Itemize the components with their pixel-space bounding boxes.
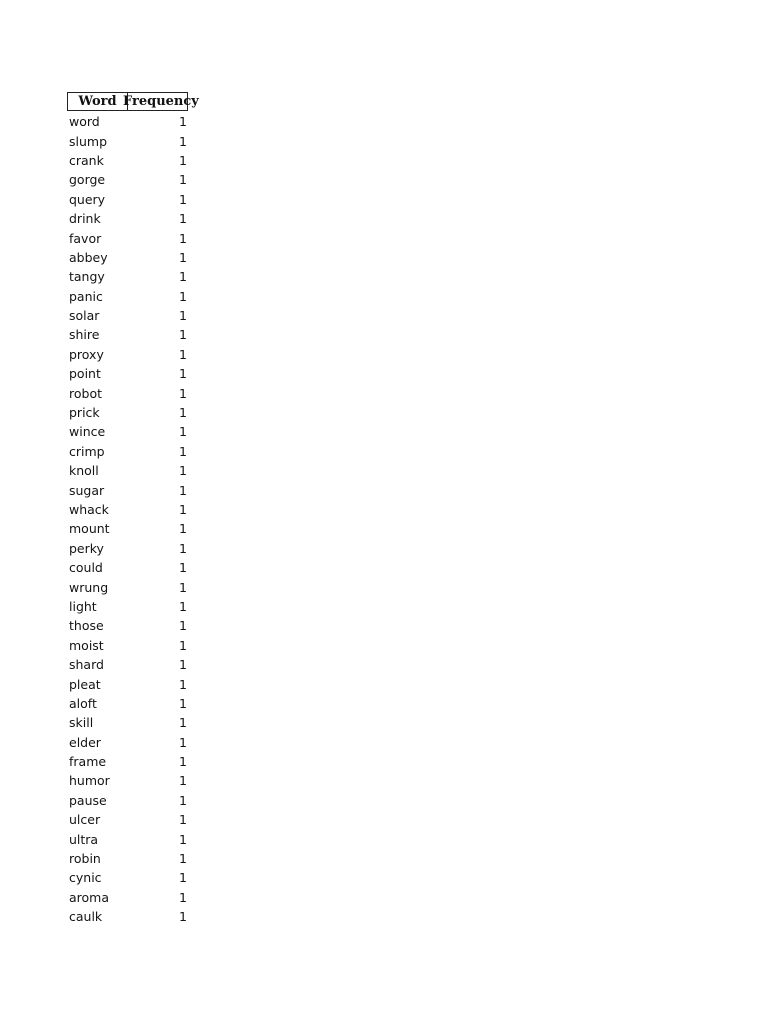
cell-frequency: 1 (179, 870, 187, 886)
cell-word: panic (69, 288, 103, 304)
cell-frequency: 1 (179, 734, 187, 750)
cell-frequency: 1 (179, 715, 187, 731)
table-row (67, 674, 189, 693)
table-row (67, 209, 189, 228)
cell-word: humor (69, 773, 110, 789)
table-row (67, 810, 189, 829)
cell-frequency: 1 (179, 812, 187, 828)
table-row (67, 500, 189, 519)
table-row (67, 248, 189, 267)
cell-word: could (69, 560, 103, 576)
cell-frequency: 1 (179, 851, 187, 867)
table-row (67, 713, 189, 732)
cell-frequency: 1 (179, 308, 187, 324)
table-row (67, 539, 189, 558)
cell-frequency: 1 (179, 598, 187, 614)
cell-frequency: 1 (179, 773, 187, 789)
cell-word: crimp (69, 443, 105, 459)
table-row (67, 829, 189, 848)
cell-frequency: 1 (179, 792, 187, 808)
cell-word: shire (69, 327, 100, 343)
cell-word: robin (69, 851, 101, 867)
cell-word: moist (69, 637, 104, 653)
cell-frequency: 1 (179, 327, 187, 343)
table-row (67, 752, 189, 771)
cell-word: proxy (69, 346, 104, 362)
cell-frequency: 1 (179, 618, 187, 634)
cell-frequency: 1 (179, 114, 187, 130)
cell-frequency: 1 (179, 540, 187, 556)
cell-frequency: 1 (179, 346, 187, 362)
cell-word: tangy (69, 269, 105, 285)
header-cell-frequency: Frequency (123, 94, 199, 109)
table-row (67, 597, 189, 616)
table-row (67, 849, 189, 868)
cell-word: prick (69, 405, 100, 421)
table-row (67, 461, 189, 480)
table-row (67, 422, 189, 441)
cell-word: aloft (69, 695, 97, 711)
table-row (67, 287, 189, 306)
cell-word: drink (69, 211, 101, 227)
cell-word: shard (69, 657, 104, 673)
table-row (67, 325, 189, 344)
cell-word: abbey (69, 249, 108, 265)
cell-word: ulcer (69, 812, 101, 828)
cell-word: those (69, 618, 104, 634)
cell-frequency: 1 (179, 637, 187, 653)
cell-word: slump (69, 133, 108, 149)
cell-frequency: 1 (179, 405, 187, 421)
cell-frequency: 1 (179, 502, 187, 517)
cell-frequency: 1 (179, 579, 187, 595)
cell-frequency: 1 (179, 249, 187, 265)
table-row (67, 771, 189, 790)
table-row (67, 655, 189, 674)
cell-frequency: 1 (179, 366, 187, 382)
table-row (67, 228, 189, 247)
table-row (67, 519, 189, 538)
cell-word: pleat (69, 676, 101, 692)
cell-word: gorge (69, 172, 106, 188)
table-row (67, 694, 189, 713)
cell-frequency: 1 (179, 560, 187, 576)
table-row (67, 151, 189, 170)
cell-word: ultra (69, 831, 99, 847)
cell-frequency: 1 (179, 657, 187, 673)
table-row (67, 112, 189, 131)
cell-frequency: 1 (179, 695, 187, 711)
cell-word: favor (69, 230, 102, 246)
cell-frequency: 1 (179, 133, 187, 149)
cell-frequency: 1 (179, 230, 187, 246)
table-row (67, 868, 189, 887)
cell-word: perky (69, 540, 104, 556)
table-row (67, 442, 189, 461)
cell-word: elder (69, 734, 101, 750)
cell-word: light (69, 598, 97, 614)
cell-frequency: 1 (179, 754, 187, 770)
table-row (67, 888, 189, 907)
cell-word: mount (69, 521, 110, 537)
table-row (67, 403, 189, 422)
table-row (67, 577, 189, 596)
cell-word: robot (69, 385, 102, 401)
cell-frequency: 1 (179, 909, 187, 925)
cell-frequency: 1 (179, 521, 187, 537)
cell-word: wince (69, 424, 106, 440)
table-row (67, 616, 189, 635)
cell-word: whack (69, 502, 109, 517)
table-row (67, 364, 189, 383)
table-row (67, 480, 189, 499)
table-row (67, 907, 189, 926)
table-row (67, 306, 189, 325)
cell-word: pause (69, 792, 107, 808)
cell-frequency: 1 (179, 211, 187, 227)
cell-word: point (69, 366, 101, 382)
cell-frequency: 1 (179, 152, 187, 168)
cell-word: caulk (69, 909, 103, 925)
header-cell-word: Word (67, 92, 128, 111)
cell-frequency: 1 (179, 463, 187, 479)
cell-frequency: 1 (179, 424, 187, 440)
cell-word: wrung (69, 579, 109, 595)
table-row (67, 558, 189, 577)
cell-frequency: 1 (179, 831, 187, 847)
table-row (67, 170, 189, 189)
cell-word: frame (69, 754, 107, 770)
cell-frequency: 1 (179, 385, 187, 401)
word-frequency-table (67, 91, 199, 926)
table-header-row (67, 91, 199, 112)
cell-word: query (69, 191, 106, 207)
cell-word: crank (69, 152, 104, 168)
table-row (67, 345, 189, 364)
cell-word: word (69, 114, 100, 130)
table-row (67, 733, 189, 752)
cell-frequency: 1 (179, 482, 187, 498)
cell-word: cynic (69, 870, 102, 886)
cell-word: knoll (69, 463, 99, 479)
cell-frequency: 1 (179, 676, 187, 692)
table-row (67, 267, 189, 286)
table-row (67, 190, 189, 209)
cell-frequency: 1 (179, 191, 187, 207)
cell-word: sugar (69, 482, 105, 498)
table-row (67, 636, 189, 655)
cell-frequency: 1 (179, 443, 187, 459)
table-body (67, 112, 189, 926)
table-row (67, 131, 189, 150)
table-row (67, 791, 189, 810)
cell-frequency: 1 (179, 288, 187, 304)
cell-word: aroma (69, 889, 110, 905)
cell-frequency: 1 (179, 889, 187, 905)
cell-frequency: 1 (179, 172, 187, 188)
cell-word: skill (69, 715, 94, 731)
cell-word: solar (69, 308, 100, 324)
table-row (67, 383, 189, 402)
cell-frequency: 1 (179, 269, 187, 285)
